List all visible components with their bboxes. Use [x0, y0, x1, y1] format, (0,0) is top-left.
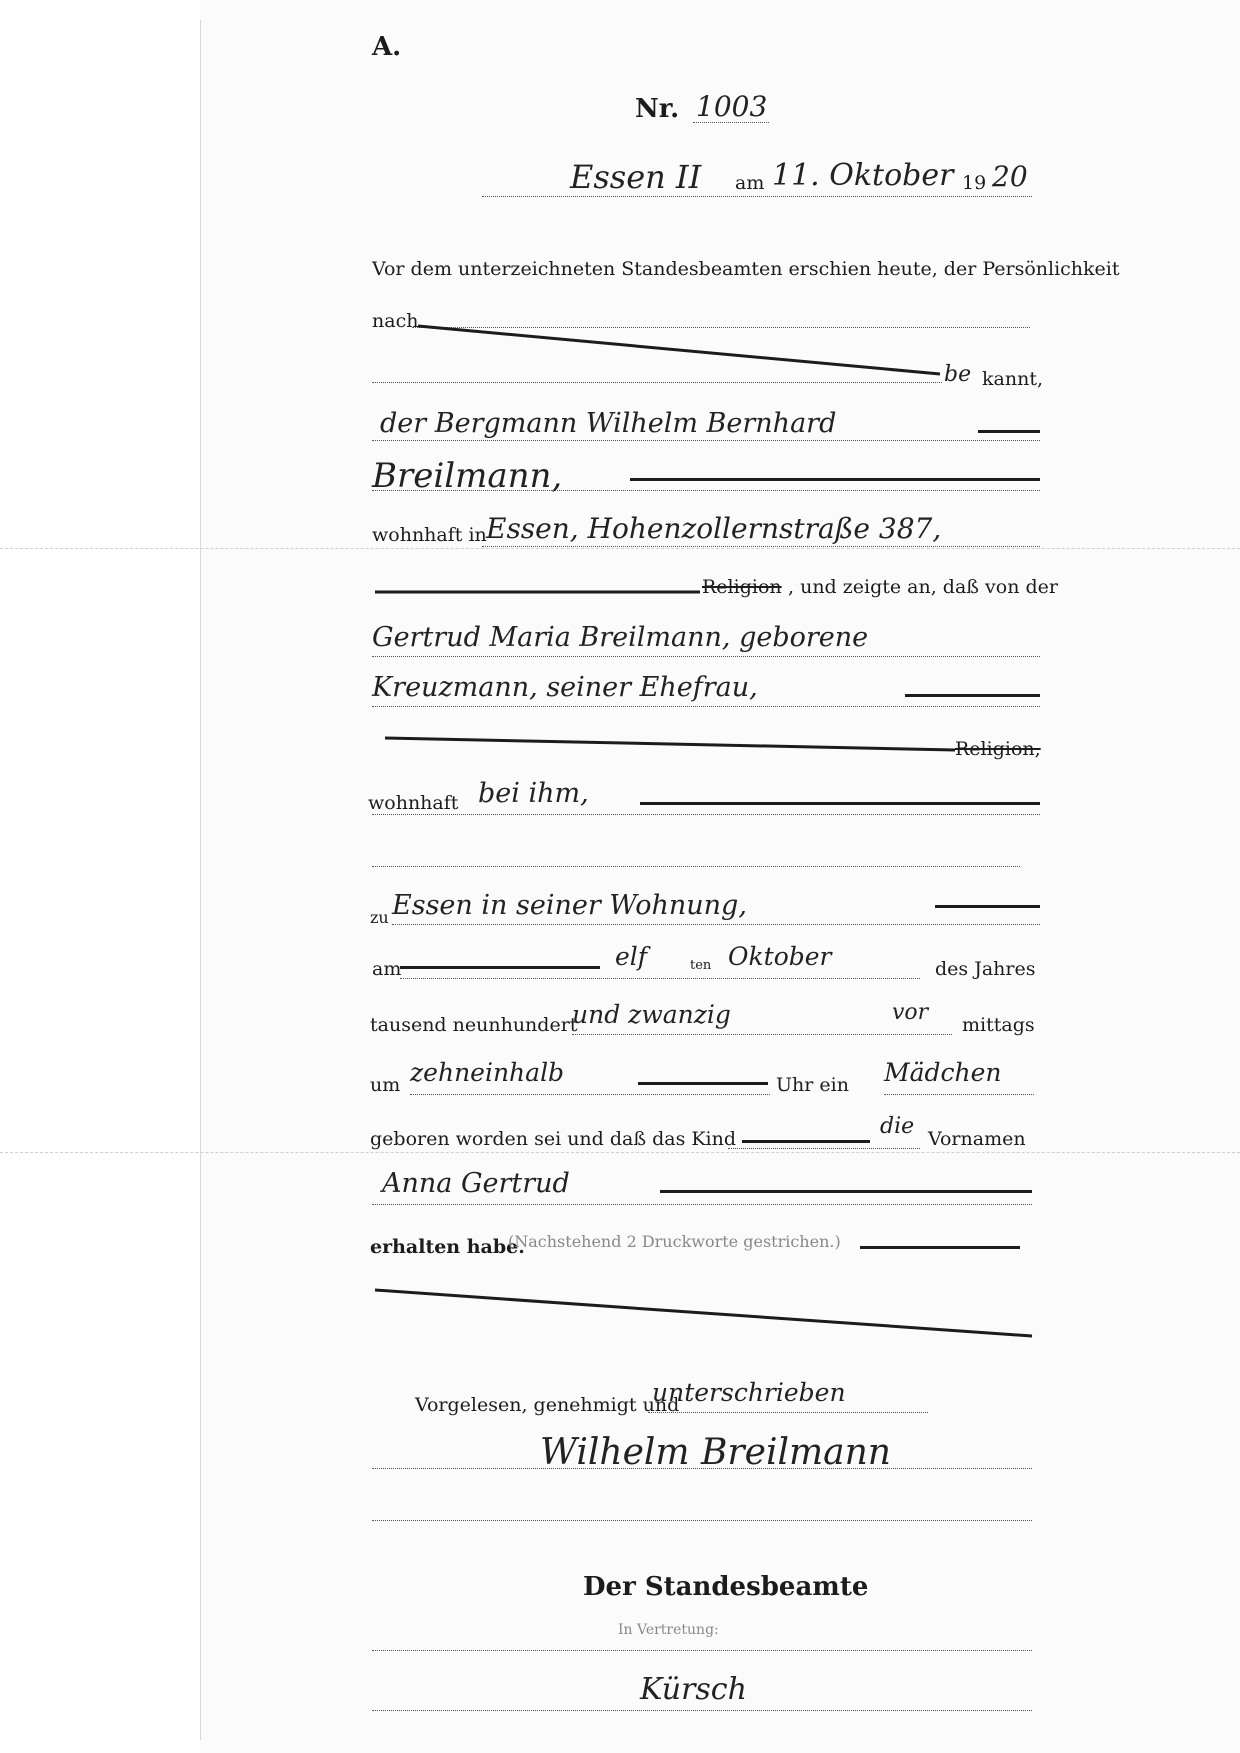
- nr-label: Nr.: [635, 94, 680, 124]
- birth-month: Oktober: [728, 942, 832, 971]
- birth-day: elf: [615, 942, 648, 971]
- vorgelesen-text: Vorgelesen, genehmigt und: [415, 1394, 680, 1416]
- mother-name: Gertrud Maria Breilmann, geborene: [372, 622, 869, 653]
- wohnhaft-in-label: wohnhaft in: [372, 524, 487, 546]
- zu-label: zu: [370, 908, 389, 927]
- official-note: In Vertretung:: [618, 1622, 719, 1638]
- vornamen-label: Vornamen: [928, 1128, 1026, 1150]
- ten-suffix: ten: [690, 958, 712, 973]
- birth-place: Essen in seiner Wohnung,: [392, 890, 747, 921]
- uhr-ein-label: Uhr ein: [776, 1074, 849, 1096]
- die-handwritten: die: [880, 1114, 915, 1139]
- declarant-address: Essen, Hohenzollernstraße 387,: [486, 512, 942, 545]
- vor-handwritten: vor: [892, 1000, 929, 1025]
- des-jahres-label: des Jahres: [935, 958, 1036, 980]
- form-letter: A.: [372, 32, 402, 62]
- unterschrieben-handwritten: unterschrieben: [652, 1378, 846, 1407]
- official-title: Der Standesbeamte: [583, 1572, 869, 1602]
- mother-wohnhaft-label: wohnhaft: [368, 792, 459, 814]
- date-label: am: [735, 172, 765, 194]
- official-signature: Kürsch: [640, 1672, 747, 1707]
- declarant-occupation-name: der Bergmann Wilhelm Bernhard: [380, 408, 837, 439]
- registration-date: 11. Oktober: [772, 158, 954, 193]
- erhalten-label: erhalten habe.: [370, 1236, 525, 1258]
- zeigte-an-text: , und zeigte an, daß von der: [788, 576, 1058, 598]
- mother-residence: bei ihm,: [478, 778, 589, 809]
- diagonal-cancel-stroke: [375, 1290, 1032, 1336]
- tausend-label: tausend neunhundert: [370, 1014, 578, 1036]
- nach-label: nach: [372, 310, 419, 332]
- registry-office: Essen II: [570, 158, 702, 196]
- religion-struck: Religion: [702, 576, 782, 598]
- record-number: 1003: [696, 90, 768, 123]
- intro-text: Vor dem unterzeichneten Standesbeamten erschien heute, der Persönlichkeit: [372, 258, 1120, 280]
- year-prefix: 19: [962, 172, 987, 194]
- declarant-surname: Breilmann,: [372, 456, 563, 496]
- birth-time: zehneinhalb: [410, 1058, 565, 1087]
- child-sex: Mädchen: [884, 1058, 1002, 1087]
- declarant-signature: Wilhelm Breilmann: [540, 1432, 891, 1473]
- geboren-text: geboren worden sei und daß das Kind: [370, 1128, 737, 1150]
- am-label: am: [372, 958, 402, 980]
- religion-cancel-stroke: [385, 738, 955, 750]
- birth-year-words: und zwanzig: [572, 1000, 731, 1029]
- diagonal-cancel-stroke: [418, 326, 940, 374]
- year-suffix: 20: [992, 160, 1028, 193]
- bekannt-handwritten: be: [944, 362, 972, 387]
- mother-maiden-name: Kreuzmann, seiner Ehefrau,: [372, 672, 758, 703]
- mother-religion-struck: Religion,: [955, 738, 1041, 760]
- deletion-stamp: (Nachstehend 2 Druckworte gestrichen.): [508, 1232, 841, 1251]
- child-given-names: Anna Gertrud: [382, 1168, 570, 1199]
- um-label: um: [370, 1074, 401, 1096]
- mittags-label: mittags: [962, 1014, 1035, 1036]
- bekannt-printed: kannt,: [982, 368, 1043, 390]
